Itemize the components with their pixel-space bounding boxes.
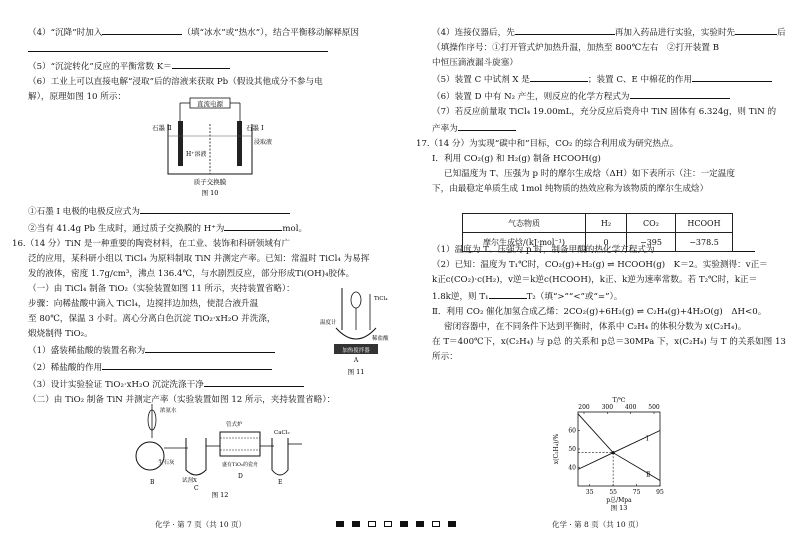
text-line: （1）盛装稀盐酸的装置名称为 [28,342,408,359]
text-line: 发的液体，密度 1.7g/cm³，沸点 136.4℃，与水剧烈反应，部分形成Ti(OH)₄胶体。 [28,269,355,279]
text-line: ①石墨 Ⅰ 电极的电极反应式为 [28,203,408,220]
table-cell: −378.5 [676,233,733,252]
page-marker [416,521,424,527]
membrane-label: 质子交换膜 [193,178,227,186]
text-line: 煅烧制得 TiO₂。 [28,329,93,339]
stirrer-label: 加热搅拌器 [342,348,370,354]
text-line: 泛的应用，某科研小组以 TiCl₄ 为原料制取 TiN 并测定产率。已知：常温时 TiCl₄ 为易挥 [28,254,370,264]
page-marker [432,521,440,527]
page-marker [352,521,360,527]
text-line: Ⅰ．利用 CO₂(g) 和 H₂(g) 制备 HCOOH(g) [432,154,601,164]
text-line: （7）若反应前量取 TiCl₄ 19.00mL，充分反应后瓷舟中 TiN 固体有 6.324g，则 TiN 的 [432,107,777,117]
text-line: 所示： [432,352,458,362]
footer-right: 化学 · 第 8 页（共 10 页） [552,520,644,529]
text-line: 至 80℃，保温 3 小时。离心分离白色沉淀 TiO₂·xH₂O 并洗涤， [28,314,276,324]
x-tick-label: 95 [656,489,664,496]
text-line: 中恒压滴液漏斗旋塞） [432,58,518,68]
text-line: 产率为 [432,120,782,137]
text-line: （二）由 TiO₂ 制备 TiN 并测定产率（实验装置如图 12 所示，夹持装置省略）： [28,395,336,405]
text-line: （3）设计实验验证 TiO₂·xH₂O 沉淀洗涤干净 [28,376,408,393]
table-header: 气态物质 [463,214,586,233]
text-line: 已知温度为 T、压强为 p 时的摩尔生成焓（ΔH）如下表所示（注：一定温度 [444,169,735,179]
table-cell: −395 [627,233,676,252]
figure-13-chart [548,398,678,510]
top-tick-label: 400 [624,404,637,411]
table-header: HCOOH [676,214,733,233]
x-tick-label: 55 [609,489,617,496]
y-tick-label: 50 [568,446,576,453]
table-header-row [463,214,733,233]
figure-12-apparatus [120,398,320,498]
cacl2-label: CaCl₂ [274,430,290,436]
power-label: 直流电源 [197,100,223,108]
reagent-x-label: 试剂X [182,478,197,484]
x-tick-label: 75 [632,489,641,496]
top-tick-label: 200 [578,404,590,411]
top-axis-title: T/℃ [612,397,626,404]
electrode-label-left: 石墨 Ⅱ [152,124,172,132]
reference-point [612,451,615,454]
text-line: （一）由 TiCl₄ 制备 TiO₂（实验装置如图 11 所示，夹持装置省略）： [28,284,295,294]
boat-label: 盛有TiO₂的瓷舟 [222,462,259,468]
figure-caption: 图 13 [610,504,628,512]
page-marker [400,521,408,527]
figure-caption: 图 12 [211,491,229,499]
text-line: （6）装置 D 中有 N₂ 产生，则反应的化学方程式为 [432,88,782,105]
enthalpy-table [462,213,733,252]
series-label: Ⅱ [646,470,651,479]
text-line: （4）连接仪器后，先 再加入药品进行实验，实验时先 后 [432,24,782,41]
text-line: 步骤：向稀盐酸中滴入 TiCl₄，边搅拌边加热，使混合液升温 [28,299,259,309]
text-line: （填操作序号：①打开管式炉加热升温，加热至 800℃左右 ②打开装置 B [432,43,720,53]
text-line: （6）工业上可以直接电解“浸取”后的溶液来获取 Pb（假设其他成分不参与电 [28,77,323,87]
y-tick-label: 40 [568,464,576,472]
table-header: H₂ [586,214,627,233]
right-column [416,24,786,365]
text-line: 下，由最稳定单质生成 1mol 纯物质的热效应称为该物质的摩尔生成焓） [432,184,709,194]
text-line: 在 T＝400℃下，x(C₂H₄) 与 p总 的关系和 p总＝30MPa 下，x(C₂H₄) 与 T 的关系如图 13 [432,337,786,347]
reagent-label: TiCl₄ [374,296,388,302]
text-line: （2）已知：温度为 T₁℃时，CO₂(g)+H₂(g) ⇌ HCOOH(g) K＝2。实验测得：v正＝ [432,260,768,270]
label-b: B [150,479,155,486]
page-marker [384,521,392,527]
text-line: k正c(CO₂)·c(H₂)，v逆＝k逆c(HCOOH)，k正、k逆为速率常数。若 T₂℃时，k正＝ [432,275,758,285]
top-tick-label: 500 [648,404,660,411]
text-line: （1）温度为 T、压强为 p 时，制备甲酸的热化学方程式为 [432,241,782,258]
figure-10-electrolysis [150,96,273,197]
text-line: （2）稀盐酸的作用 [28,359,408,376]
acid-label: H⁺溶液 [186,151,207,158]
footer-left: 化学 · 第 7 页（共 10 页） [155,520,247,529]
text-line: ②当有 41.4g Pb 生成时，通过质子交换膜的 H⁺为 mol。 [28,220,408,237]
label-e: E [278,479,283,486]
electrode-label-right: 石墨 Ⅰ [246,124,264,132]
x-tick-label: 35 [585,489,594,496]
text-line: （5）“沉淀转化”反应的平衡常数 K＝ [28,58,408,75]
figure-11-apparatus [320,284,395,376]
figure-caption: 图 11 [347,368,365,376]
figure-caption: 图 10 [201,189,219,197]
question-16-title: 16.（14 分）TiN 是一种重要的陶瓷材料，在工业、装饰和科研领域有广 [12,239,291,249]
page-marker [368,521,376,527]
y-tick-label: 60 [568,427,576,435]
table-header: CO₂ [627,214,676,233]
acid-label: 稀盐酸 [372,336,389,342]
label-c: C [194,485,199,492]
text-line: 密闭容器中，在不同条件下达到平衡时，体系中 C₂H₄ 的体积分数为 x(C₂H₄)。 [444,322,747,332]
question-17-title: 17.（14 分）为实现“碳中和”目标，CO₂ 的综合利用成为研究热点。 [416,139,679,149]
top-tick-label: 300 [601,404,614,411]
series-label: Ⅰ [646,434,649,443]
page-marker [336,521,344,527]
thermometer-label: 温度计 [320,320,337,326]
text-line: （5）装置 C 中试剂 X 是 ；装置 C、E 中棉花的作用 [432,71,782,88]
text-line: Ⅱ．利用 CO₂ 催化加氢合成乙烯：2CO₂(g)+6H₂(g) ⇌ C₂H₄(g)+4H₂O(g) ΔH<0。 [432,307,767,317]
page-marker [448,521,456,527]
text-line: 1.8k逆，则 T₁ T₂（填“>”“<”或“=”）。 [432,288,782,305]
text-line [28,41,408,58]
figure-letter: A [353,357,359,364]
label-d: D [238,473,243,480]
x-axis-title: p总/Mpa [606,497,632,504]
lime-label: 生石灰 [158,460,175,466]
furnace-label: 管式炉 [226,422,243,428]
table-row [463,233,733,252]
y-axis-title: x(C₂H₄)/% [553,433,560,465]
text-line: 解），原理如图 10 所示： [28,92,127,102]
table-cell: 摩尔生成焓/(kJ·mol⁻¹) [463,233,586,252]
solution-label: 浸取液 [254,139,273,146]
ammonia-label: 浓氨水 [160,408,177,414]
table-cell: 0 [586,233,627,252]
text-line: （4）“沉降”时加入 （填“冰水”或“热水”），结合平衡移动解释原因 [28,24,408,41]
